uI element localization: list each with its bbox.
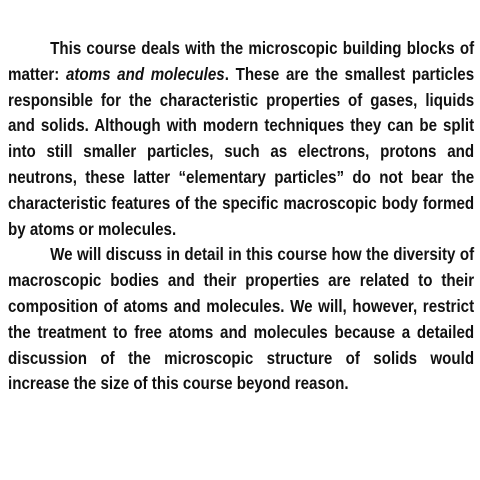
- paragraph-1-emphasis: atoms and molecules: [65, 63, 225, 84]
- paragraph-1-text-b: . These are the smallest particles responsible for the characteristic properties of gases, liquids and solids. Although with modern techniques they can be split into still smaller particles, such as electrons, protons and neutrons, these latter “elementary particles” do not bear the characteristic features of the specific macroscopic body formed by atoms or molecules.: [8, 63, 475, 239]
- document-body: [8, 36, 474, 397]
- paragraph-2-text: We will discuss in detail in this course how the diversity of macroscopic bodies and their properties are related to their composition of atoms and molecules. We will, however, restrict the treatment to free atoms and molecules because a detailed discussion of the microscopic structure of solids would increase the size of this course beyond reason.: [8, 244, 475, 394]
- paragraph-1: [8, 36, 474, 242]
- paragraph-2: [8, 242, 474, 397]
- paragraph-1-text-a: This course deals with the microscopic building blocks of matter:: [8, 38, 475, 84]
